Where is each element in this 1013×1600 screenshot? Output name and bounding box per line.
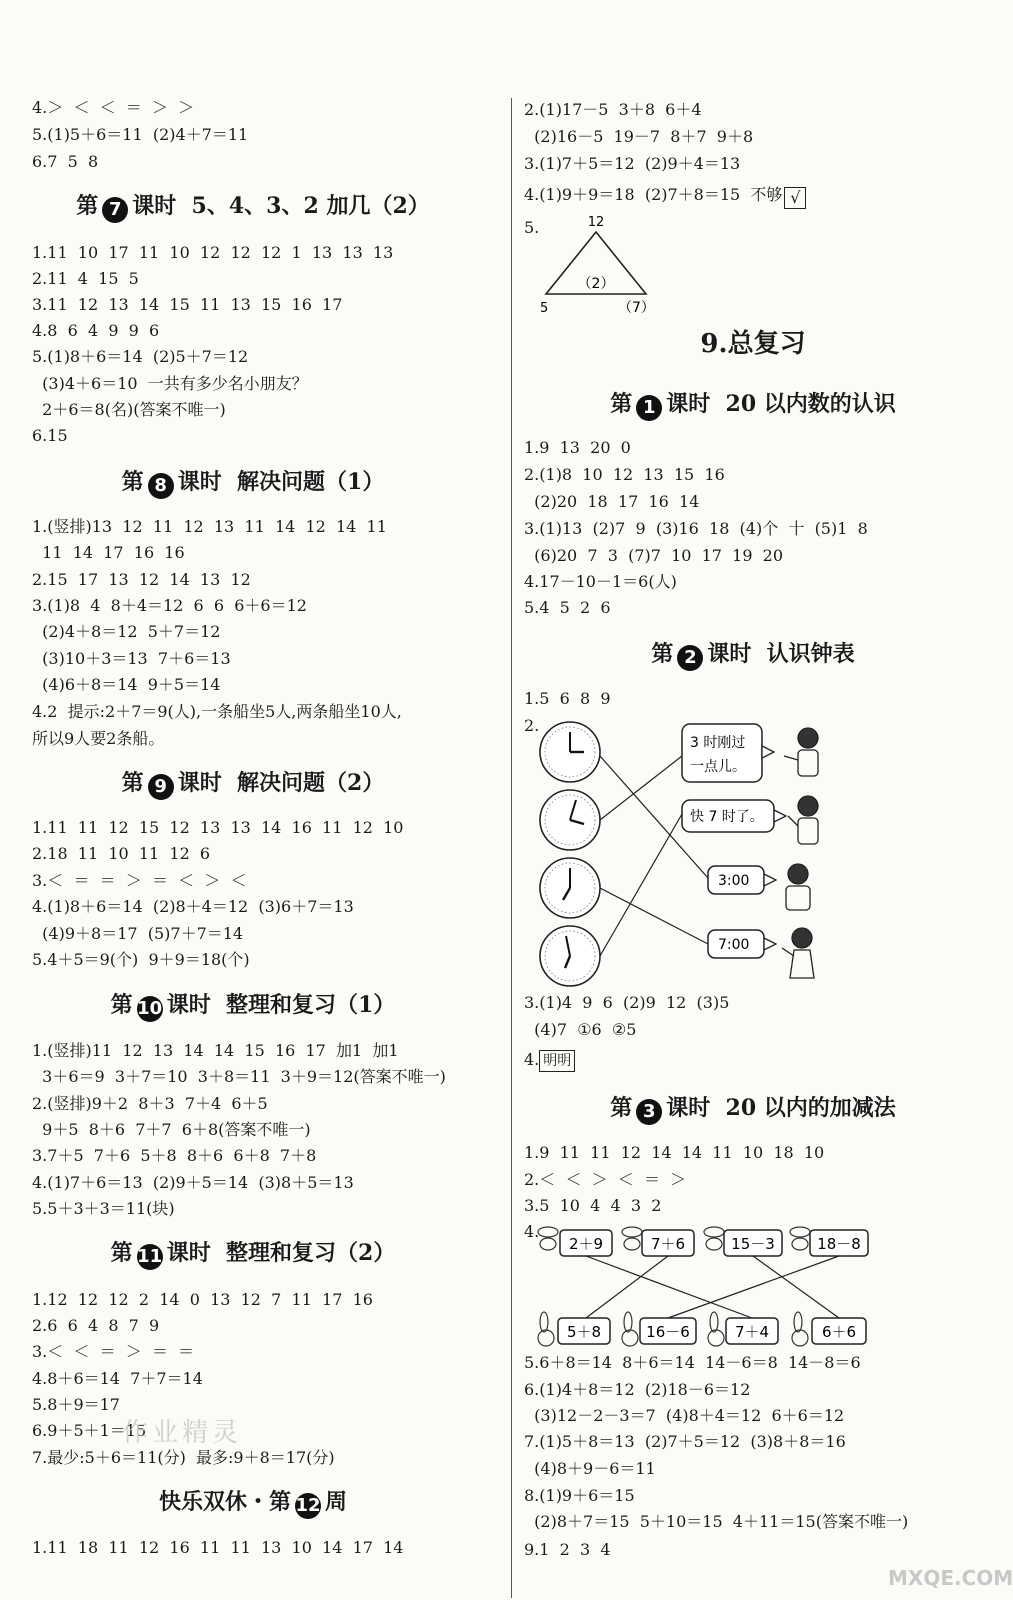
rabbit-icon xyxy=(538,1312,554,1346)
card-text: 16－6 xyxy=(646,1323,690,1341)
answer-line: 2.(1)8 10 12 13 15 16 xyxy=(524,465,725,484)
answer-line: 3.＜ ＝ ＝ ＞ ＝ ＜ ＞ ＜ xyxy=(32,871,247,890)
triangle-diagram xyxy=(536,212,656,320)
clock-face-3-oclock xyxy=(540,722,600,782)
rabbit-card-matching xyxy=(534,1218,874,1352)
answer-line: 5.5＋3＋3＝11(块) xyxy=(32,1199,175,1218)
card-text: 18－8 xyxy=(817,1235,861,1253)
section-heading-lesson-1: 第 1 课时 20 以内数的认识 xyxy=(518,390,988,421)
answer-line: 1.12 12 12 2 14 0 13 12 7 11 17 16 xyxy=(32,1290,373,1309)
match-line xyxy=(753,1256,839,1318)
triangle-center-answer: （2） xyxy=(577,276,615,292)
answer-line: 2.11 4 15 5 xyxy=(32,269,139,288)
child-figure xyxy=(784,728,818,776)
section-heading-lesson-9: 第 9 课时 解决问题（2） xyxy=(0,769,506,800)
answer-line: (3)4＋6＝10 一共有多少名小朋友？ xyxy=(32,374,308,393)
answer-line: 4.(1)7＋6＝13 (2)9＋5＝14 (3)8＋5＝13 xyxy=(32,1173,354,1192)
answer-line: 4.8 6 4 9 9 6 xyxy=(32,321,160,340)
left-column xyxy=(0,0,506,1600)
answer-line: 4. 明明 xyxy=(524,1050,575,1072)
answer-line: 2.(1)17－5 3＋8 6＋4 xyxy=(524,100,702,119)
card-text: 7＋4 xyxy=(734,1323,770,1341)
answer-line: 1.11 10 17 11 10 12 12 12 1 13 13 13 xyxy=(32,243,394,262)
answer-line: 6.(1)4＋8＝12 (2)18－6＝12 xyxy=(524,1380,751,1399)
answer-line: 1.(竖排)11 12 13 14 14 15 16 17 加1 加1 xyxy=(32,1041,399,1060)
card-text: 15－3 xyxy=(731,1235,775,1253)
clock-matching-diagram xyxy=(532,716,832,996)
answer-line: 1.9 13 20 0 xyxy=(524,438,631,457)
answer-line: (6)20 7 3 (7)7 10 17 19 20 xyxy=(524,546,784,565)
answer-line: 1.5 6 8 9 xyxy=(524,689,611,708)
section-heading-lesson-3: 第 3 课时 20 以内的加减法 xyxy=(518,1094,988,1125)
rabbit-icon xyxy=(792,1312,808,1346)
match-line xyxy=(586,1256,752,1318)
answer-line: 4.17－10－1＝6(人) xyxy=(524,572,677,591)
lesson-number-badge: 2 xyxy=(677,645,703,671)
triangle-right-answer: （7） xyxy=(618,300,655,316)
answer-line: 所以9人要2条船。 xyxy=(32,729,165,748)
answer-line: 3.11 12 13 14 15 11 13 15 16 17 xyxy=(32,295,343,314)
bubble-text-line1: 3 时刚过 xyxy=(690,735,746,751)
bubble-time: 7:00 xyxy=(718,937,750,953)
answer-line: 9.1 2 3 4 xyxy=(524,1540,611,1559)
answer-line: 5.6＋8＝14 8＋6＝14 14－6＝8 14－8＝6 xyxy=(524,1353,861,1372)
answer-line: (4)9＋8＝17 (5)7＋7＝14 xyxy=(32,924,244,943)
chapter-title: 9.总复习 xyxy=(700,329,806,359)
clock-face-3-past xyxy=(540,790,600,850)
lesson-number-badge: 11 xyxy=(137,1244,163,1270)
answer-line: 4.(1)8＋6＝14 (2)8＋4＝12 (3)6＋7＝13 xyxy=(32,897,354,916)
question-label: 5. xyxy=(524,218,540,237)
answer-line: 3.(1)13 (2)7 9 (3)16 18 (4)个 十 (5)1 8 xyxy=(524,519,868,538)
answer-line: (4)8＋9－6＝11 xyxy=(524,1459,656,1478)
section-heading-lesson-11: 第 11 课时 整理和复习（2） xyxy=(0,1239,506,1270)
answer-line: 5.(1)5＋6＝11 (2)4＋7＝11 xyxy=(32,125,249,144)
answer-line: 1.9 11 11 12 14 14 11 10 18 10 xyxy=(524,1143,825,1162)
section-heading-lesson-8: 第 8 课时 解决问题（1） xyxy=(0,468,506,499)
answer-line: 6.15 xyxy=(32,426,68,445)
bubble-text: 快 7 时了。 xyxy=(690,809,764,825)
corner-watermark: MXQE.COM xyxy=(888,1566,1013,1590)
rabbit-icon xyxy=(704,1227,724,1250)
section-heading-lesson-10: 第 10 课时 整理和复习（1） xyxy=(0,991,506,1022)
answer-line: (4)6＋8＝14 9＋5＝14 xyxy=(32,675,221,694)
check-mark-box: √ xyxy=(784,187,806,209)
week-number-badge: 12 xyxy=(295,1493,321,1519)
clock-face-almost-7 xyxy=(540,926,600,986)
answer-line: 4.2 提示:2＋7＝9(人),一条船坐5人,两条船坐10人, xyxy=(32,702,402,721)
question-label: 2. xyxy=(524,716,540,735)
answer-line: 3.5 10 4 4 3 2 xyxy=(524,1196,662,1215)
answer-line: 3.(1)7＋5＝12 (2)9＋4＝13 xyxy=(524,154,741,173)
answer-line: 2.(竖排)9＋2 8＋3 7＋4 6＋5 xyxy=(32,1094,268,1113)
section-heading-lesson-7: 第 7 课时 5、4、3、2 加几（2） xyxy=(0,192,506,223)
answer-line: (2)8＋7＝15 5＋10＝15 4＋11＝15(答案不唯一) xyxy=(524,1512,909,1531)
answer-line: 6.9＋5＋1＝15 xyxy=(32,1421,147,1440)
answer-line: 5.4＋5＝9(个) 9＋9＝18(个) xyxy=(32,950,250,969)
card-text: 6＋6 xyxy=(821,1323,857,1341)
rabbit-icon xyxy=(790,1227,810,1250)
section-heading-week-12: 快乐双休・第 12 周 xyxy=(0,1488,506,1519)
lesson-number-badge: 1 xyxy=(636,395,662,421)
card-text: 2＋9 xyxy=(568,1235,604,1253)
answer-line: 3.＜ ＜ ＝ ＞ ＝ ＝ xyxy=(32,1342,195,1361)
child-figure xyxy=(788,796,818,844)
lesson-number-badge: 8 xyxy=(148,473,174,499)
bubble-time: 3:00 xyxy=(718,873,750,889)
answer-line: 3.7＋5 7＋6 5＋8 8＋6 6＋8 7＋8 xyxy=(32,1146,317,1165)
match-line xyxy=(600,756,682,820)
answer-line: 1.(竖排)13 12 11 12 13 11 14 12 14 11 xyxy=(32,517,387,536)
lesson-number-badge: 9 xyxy=(148,774,174,800)
watermark-text: 作业精灵 xyxy=(122,1418,243,1448)
triangle-top-number: 12 xyxy=(587,215,605,230)
answer-line: 2.18 11 10 11 12 6 xyxy=(32,844,211,863)
answer-line: 2.6 6 4 8 7 9 xyxy=(32,1316,160,1335)
answer-line: 2＋6＝8(名)(答案不唯一) xyxy=(32,400,226,419)
answer-line: 5.4 5 2 6 xyxy=(524,598,611,617)
answer-line: (3)10＋3＝13 7＋6＝13 xyxy=(32,649,231,668)
answer-line: 5.(1)8＋6＝14 (2)5＋7＝12 xyxy=(32,347,249,366)
match-line xyxy=(668,1256,839,1318)
question-label: 4. xyxy=(524,1222,540,1241)
answer-line: 1.11 18 11 12 16 11 11 13 10 14 17 14 xyxy=(32,1538,404,1557)
answer-line: 9＋5 8＋6 7＋7 6＋8(答案不唯一) xyxy=(32,1120,311,1139)
answer-line: 7.最少:5＋6＝11(分) 最多:9＋8＝17(分) xyxy=(32,1448,335,1467)
answer-line: 8.(1)9＋6＝15 xyxy=(524,1486,635,1505)
answer-line: 11 14 17 16 16 xyxy=(32,543,185,562)
answer-line: 7.(1)5＋8＝13 (2)7＋5＝12 (3)8＋8＝16 xyxy=(524,1432,846,1451)
section-heading-lesson-2: 第 2 课时 认识钟表 xyxy=(518,640,988,671)
answer-line: 3.(1)8 4 8＋4＝12 6 6 6＋6＝12 xyxy=(32,596,307,615)
column-divider xyxy=(511,98,512,1598)
clock-face-7-oclock xyxy=(540,858,600,918)
lesson-number-badge: 3 xyxy=(636,1099,662,1125)
child-figure xyxy=(786,864,810,910)
match-line xyxy=(586,1256,668,1318)
answer-line: 1.11 11 12 15 12 13 13 14 16 11 12 10 xyxy=(32,818,404,837)
triangle-left-number: 5 xyxy=(540,301,549,316)
answer-line: 3＋6＝9 3＋7＝10 3＋8＝11 3＋9＝12(答案不唯一) xyxy=(32,1067,446,1086)
lesson-number-badge: 7 xyxy=(102,197,128,223)
rabbit-icon xyxy=(622,1312,638,1346)
right-column xyxy=(518,0,1013,1600)
answer-line: 4.(1)9＋9＝18 (2)7＋8＝15 不够 √ xyxy=(524,185,806,209)
answer-line: (2)16－5 19－7 8＋7 9＋8 xyxy=(524,127,754,146)
answer-line: 4.8＋6＝14 7＋7＝14 xyxy=(32,1369,203,1388)
answer-line: 4.＞ ＜ ＜ ＝ ＞ ＞ xyxy=(32,98,195,117)
card-text: 5＋8 xyxy=(566,1323,602,1341)
answer-line: (4)7 ①6 ②5 xyxy=(524,1020,637,1039)
answer-box: 明明 xyxy=(539,1050,575,1072)
answer-line: 3.(1)4 9 6 (2)9 12 (3)5 xyxy=(524,993,730,1012)
child-figure xyxy=(782,928,814,978)
match-line xyxy=(600,888,708,944)
answer-line: (3)12－2－3＝7 (4)8＋4＝12 6＋6＝12 xyxy=(524,1406,845,1425)
answer-line: 5.8＋9＝17 xyxy=(32,1395,120,1414)
lesson-number-badge: 10 xyxy=(137,996,163,1022)
match-line xyxy=(600,814,682,956)
rabbit-icon xyxy=(538,1227,558,1250)
rabbit-icon xyxy=(708,1312,724,1346)
rabbit-icon xyxy=(622,1227,642,1250)
answer-line: 6.7 5 8 xyxy=(32,152,99,171)
card-text: 7＋6 xyxy=(650,1235,686,1253)
answer-line: (2)4＋8＝12 5＋7＝12 xyxy=(32,622,221,641)
answer-line: 2.15 17 13 12 14 13 12 xyxy=(32,570,251,589)
bubble-text-line2: 一点儿。 xyxy=(690,759,746,775)
answer-line: (2)20 18 17 16 14 xyxy=(524,492,700,511)
answer-line: 2.＜ ＜ ＞ ＜ ＝ ＞ xyxy=(524,1170,687,1189)
